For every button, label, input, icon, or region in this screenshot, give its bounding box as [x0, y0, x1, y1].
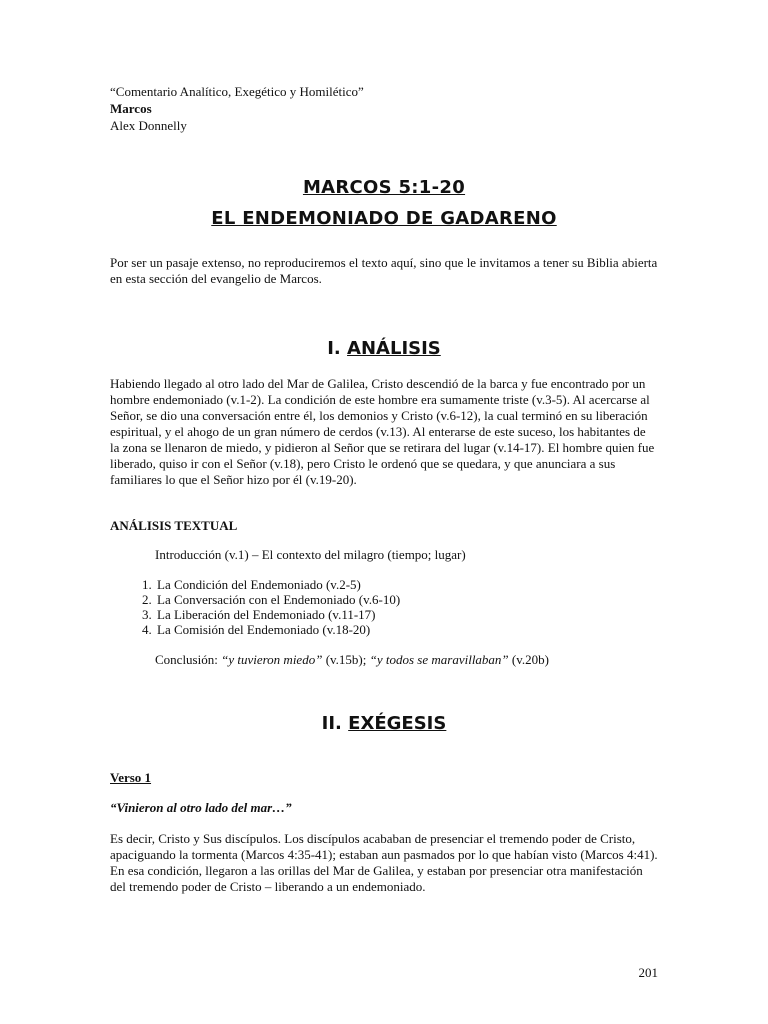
- page-number: 201: [638, 965, 658, 980]
- subtitle: EL ENDEMONIADO DE GADARENO: [211, 208, 557, 229]
- conclusion-quote-2: “y todos se maravillaban”: [369, 652, 509, 667]
- section-dot: .: [335, 713, 342, 734]
- section-analisis-heading: [110, 337, 658, 361]
- section-dot: .: [333, 338, 341, 359]
- section-title: ANÁLISIS: [347, 338, 441, 359]
- analisis-paragraph: Habiendo llegado al otro lado del Mar de Galilea, Cristo descendió de la barca y fue encontrado por un hombre endemoniado (v.1-2). La condición de este hombre era sumamente triste (v.3-5). Al acercarse al Señor, se dio una conversación entre él, los demonios y Cristo (v.6-12), la cual terminó en su liberación espiritual, y el ahogo de un gran número de cerdos (v.13). Al enterarse de este suceso, los habitantes de la zona se llenaron de miedo, y pidieron al Señor que se retirara del lugar (v.14-17). El hombre quien fue liberado, quiso ir con el Señor (v.18), pero Cristo le ordenó que se quedara, y que anunciara a sus familiares lo que el Señor hizo por él (v.19-20).: [110, 376, 655, 487]
- document-header: [110, 83, 658, 134]
- section-numeral: I: [327, 338, 334, 359]
- verse-quote: “Vinieron al otro lado del mar…”: [110, 800, 292, 815]
- conclusion-ref-2: (v.20b): [508, 652, 549, 667]
- author-name: Alex Donnelly: [110, 118, 187, 133]
- conclusion-line: [155, 652, 658, 668]
- list-item: 4. La Comisión del Endemoniado (v.18-20): [155, 622, 658, 637]
- section-numeral: II: [321, 713, 336, 734]
- exegesis-paragraph: Es decir, Cristo y Sus discípulos. Los discípulos acababan de presenciar el tremendo poder de Cristo, apaciguando la tormenta (Marcos 4:35-41); estaban aun pasmados por lo que habían visto (Marcos 4:41). En esa condición, llegaron a las orillas del Mar de Galilea, y estaban por presenciar otra manifestación del tremendo poder de Cristo – liberando a un endemoniado.: [110, 831, 658, 894]
- verse-label: Verso 1: [110, 770, 152, 785]
- main-title: MARCOS 5:1-20: [302, 177, 466, 198]
- outline-list: [110, 577, 658, 637]
- analisis-textual-heading: ANÁLISIS TEXTUAL: [110, 518, 238, 533]
- series-title: “Comentario Analítico, Exegético y Homilético”: [110, 84, 364, 99]
- list-item: 2. La Conversación con el Endemoniado (v.6-10): [155, 592, 658, 607]
- section-title: EXÉGESIS: [348, 713, 447, 734]
- list-item: 1. La Condición del Endemoniado (v.2-5): [155, 577, 658, 592]
- list-item: 3. La Liberación del Endemoniado (v.11-17): [155, 607, 658, 622]
- conclusion-label: Conclusión:: [155, 652, 222, 667]
- book-name: Marcos: [110, 101, 152, 116]
- conclusion-quote-1: “y tuvieron miedo”: [221, 652, 323, 667]
- introduccion-line: Introducción (v.1) – El contexto del milagro (tiempo; lugar): [155, 547, 466, 562]
- document-page: [110, 83, 658, 895]
- conclusion-ref-1: (v.15b);: [322, 652, 370, 667]
- intro-paragraph: Por ser un pasaje extenso, no reproduciremos el texto aquí, sino que le invitamos a tener su Biblia abierta en esta sección del evangelio de Marcos.: [110, 255, 658, 286]
- section-exegesis-heading: [110, 712, 658, 736]
